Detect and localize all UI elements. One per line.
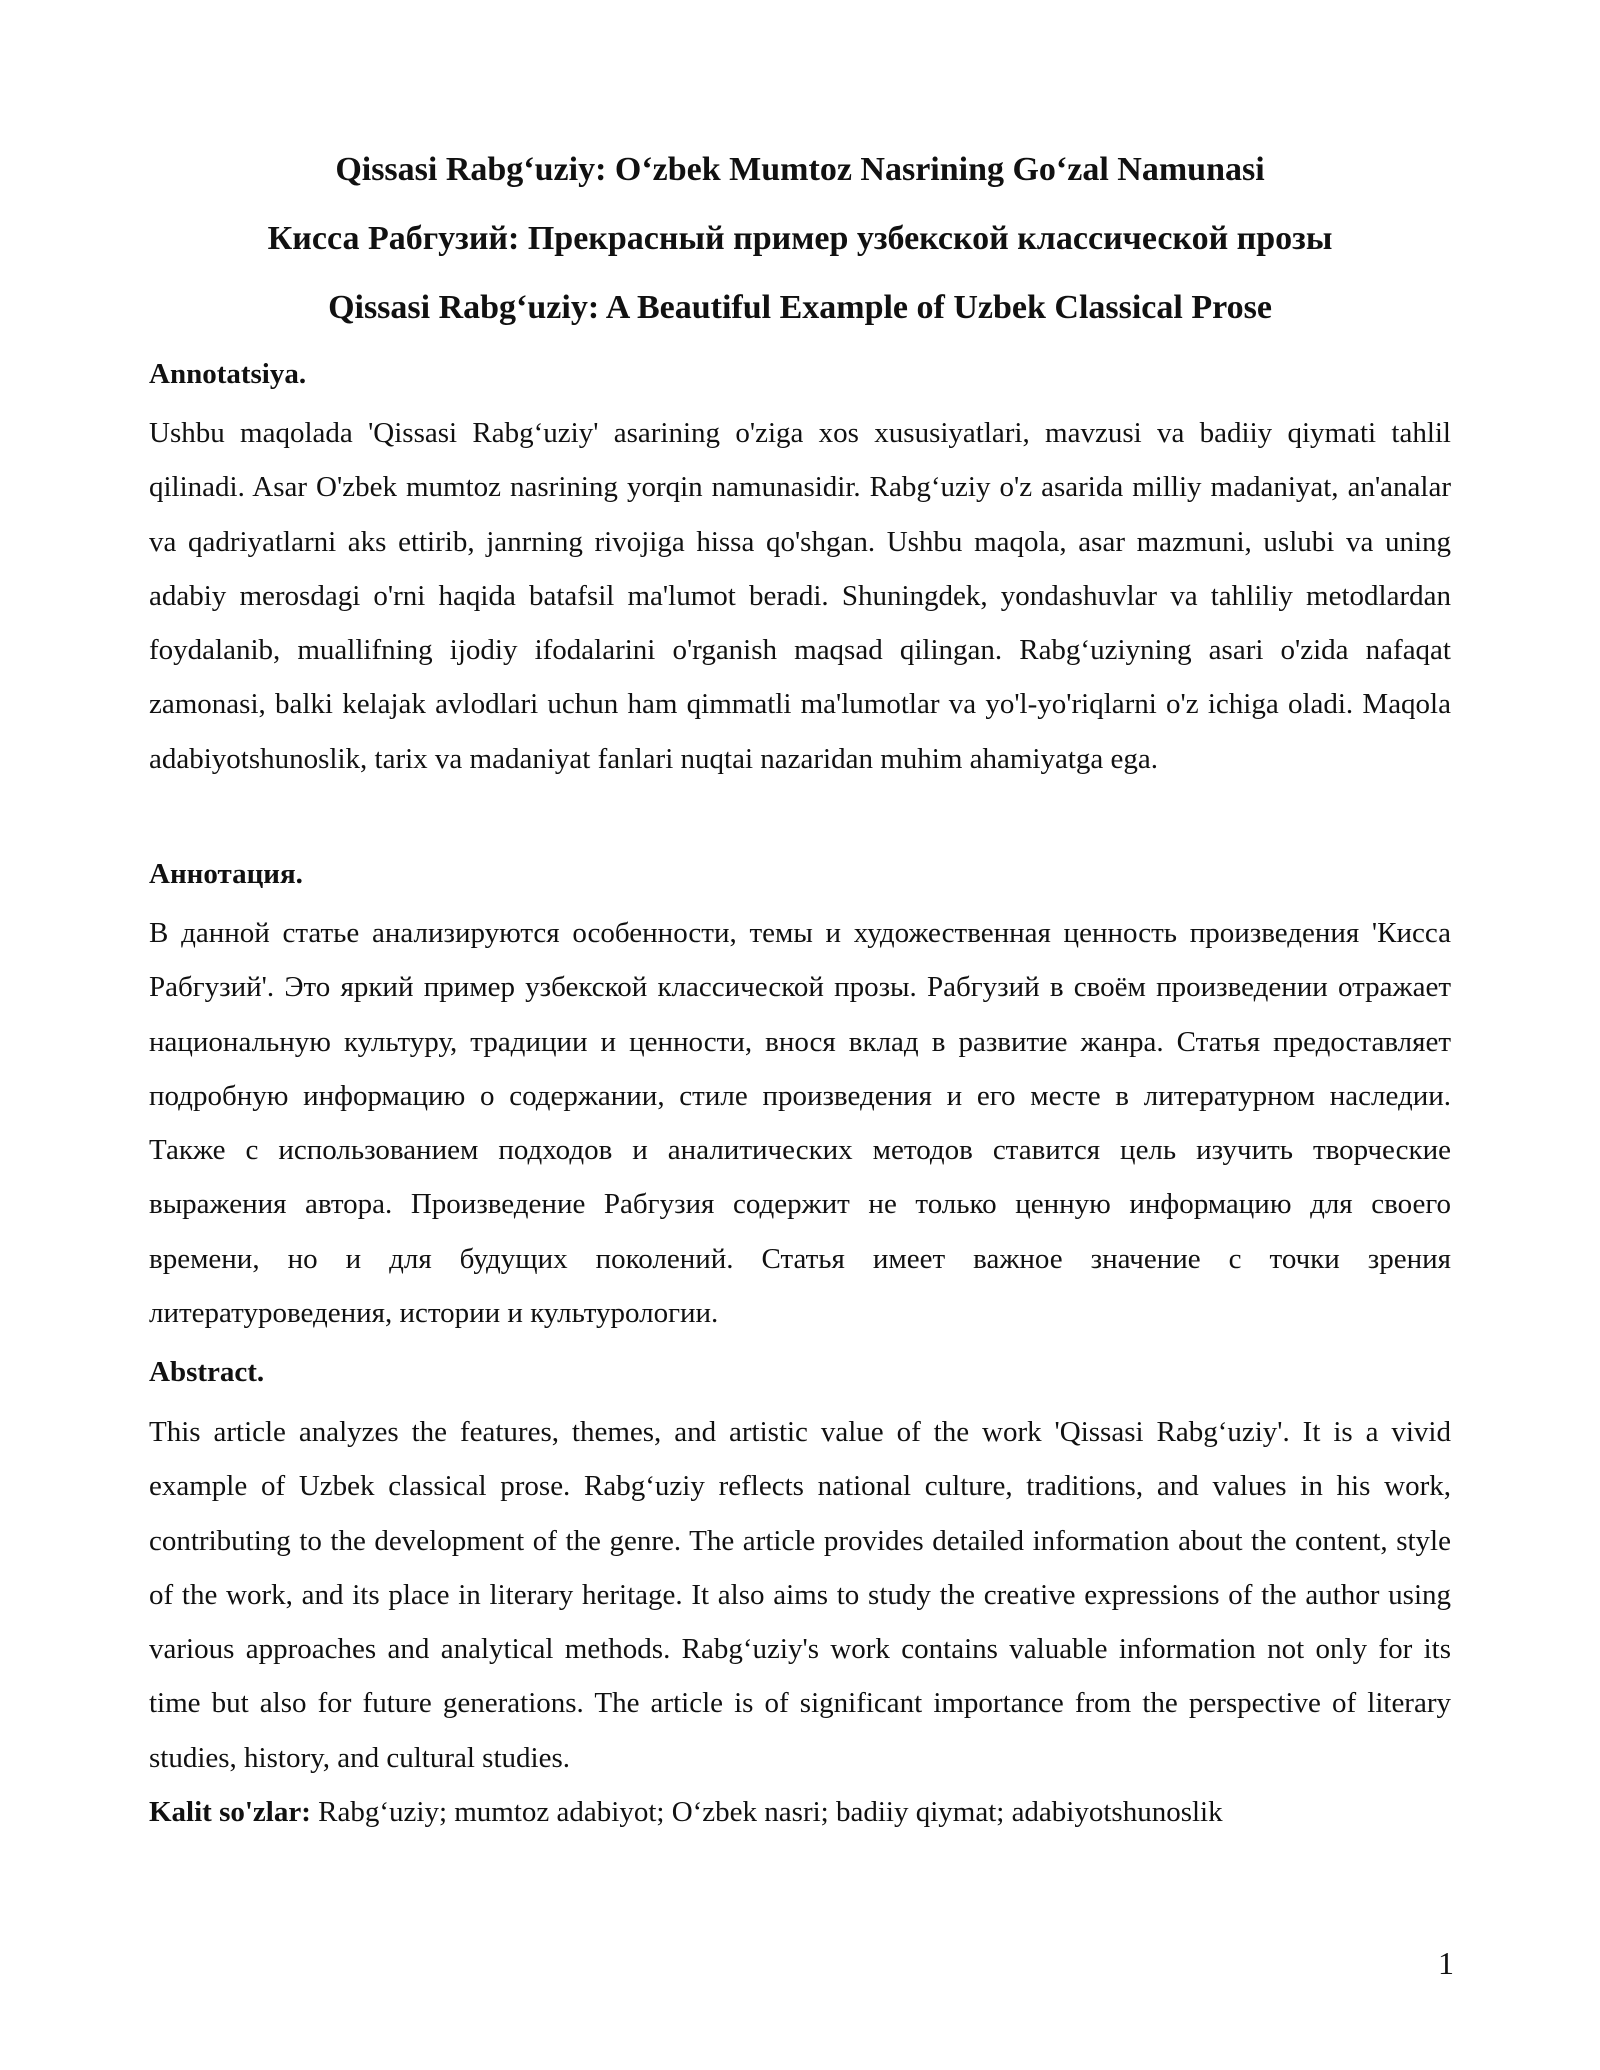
abstract-en-heading: Abstract.	[149, 1356, 265, 1388]
annotation-uz-heading: Annotatsiya.	[149, 358, 307, 390]
annotation-ru-heading: Аннотация.	[149, 858, 303, 890]
title-russian: Кисса Рабгузий: Прекрасный пример узбекской классической прозы	[267, 220, 1333, 257]
keywords-text: Rabg‘uziy; mumtoz adabiyot; O‘zbek nasri; badiiy qiymat; adabiyotshunoslik	[310, 1796, 1223, 1828]
title-english: Qissasi Rabg‘uziy: A Beautiful Example of Uzbek Classical Prose	[328, 289, 1272, 326]
abstract-en-text: This article analyzes the features, themes, and artistic value of the work 'Qissasi Rabg‘uziy'. It is a vivid example of Uzbek classical prose. Rabg‘uziy reflects national culture, traditions, and values in his work, contributing to the development of the genre. The article provides detailed information about the content, style of the work, and its place in literary heritage. It also aims to study the creative expressions of the author using various approaches and analytical methods. Rabg‘uziy's work contains valuable information not only for its time but also for future generations. The article is of significant importance from the perspective of literary studies, history, and cultural studies.	[149, 1416, 1451, 1774]
keywords-line	[149, 1794, 1451, 1830]
annotation-uz-text: Ushbu maqolada 'Qissasi Rabg‘uziy' asarining o'ziga xos xususiyatlari, mavzusi va badiiy qiymati tahlil qilinadi. Asar O'zbek mumtoz nasrining yorqin namunasidir. Rabg‘uziy o'z asarida milliy madaniyat, an'analar va qadriyatlarni aks ettirib, janrning rivojiga hissa qo'shgan. Ushbu maqola, asar mazmuni, uslubi va uning adabiy merosdagi o'rni haqida batafsil ma'lumot beradi. Shuningdek, yondashuvlar va tahliliy metodlardan foydalanib, muallifning ijodiy ifodalarini o'rganish maqsad qilingan. Rabg‘uziyning asari o'zida nafaqat zamonasi, balki kelajak avlodlari uchun ham qimmatli ma'lumotlar va yo'l-yo'riqlarni o'z ichiga oladi. Maqola adabiyotshunoslik, tarix va madaniyat fanlari nuqtai nazaridan muhim ahamiyatga ega.	[149, 417, 1451, 775]
keywords-label: Kalit so'zlar:	[149, 1796, 311, 1828]
page-number: 1	[1438, 1945, 1454, 1981]
title-uzbek: Qissasi Rabg‘uziy: O‘zbek Mumtoz Nasrining Go‘zal Namunasi	[335, 151, 1265, 188]
annotation-ru-text: В данной статье анализируются особенности, темы и художественная ценность произведения 'Кисса Рабгузий'. Это яркий пример узбекской классической прозы. Рабгузий в своём произведении отражает национальную культуру, традиции и ценности, внося вклад в развитие жанра. Статья предоставляет подробную информацию о содержании, стиле произведения и его месте в литературном наследии. Также с использованием подходов и аналитических методов ставится цель изучить творческие выражения автора. Произведение Рабгузия содержит не только ценную информацию для своего времени, но и для будущих поколений. Статья имеет важное значение с точки зрения литературоведения, истории и культурологии.	[149, 917, 1451, 1330]
